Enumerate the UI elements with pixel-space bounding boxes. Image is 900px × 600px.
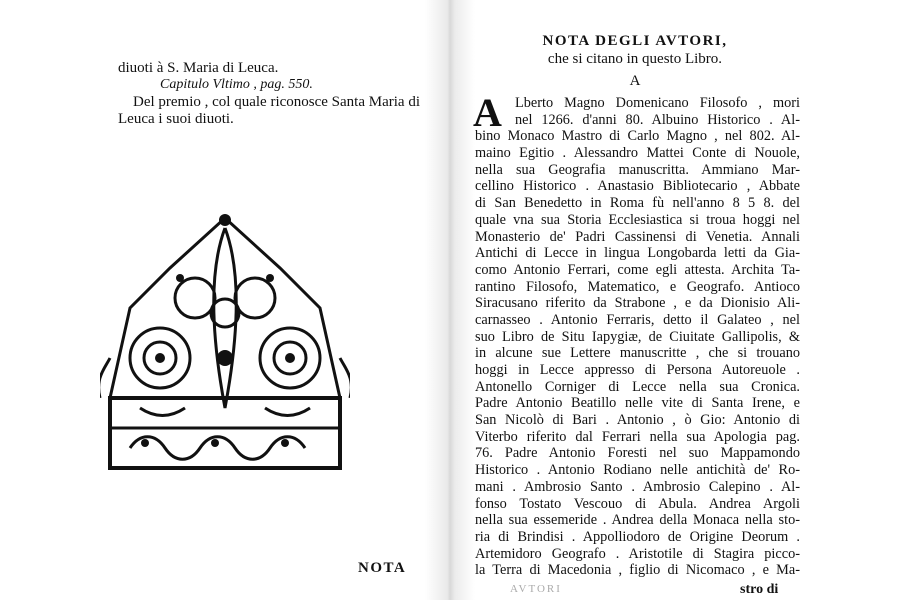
text-line: Antonello Corniger di Lecce nella sua Cronica. [475,378,800,395]
text-line: bino Monaco Mastro di Carlo Magno , nel 802. Al- [475,128,800,145]
text-line: in alcune sue Lettere manuscritte , che si trouano [475,345,800,362]
text-line: Monasterio de' Padri Cassinensi di Venetia. Annali [475,228,800,245]
text-line: Padre Antonio Beatillo nelle vite di Santa Irene, e [475,395,800,412]
left-line-4: Leuca i suoi diuoti. [118,111,234,127]
text-line: mani . Ambrosio Santo . Ambrosio Calepino . Al- [475,478,800,495]
text-line: Antichi di Lecce in lingua Longobarda letti da Gia- [475,245,800,262]
text-line: hoggi in Lecce appresso di Persona Autoreuole . [475,362,800,378]
text-line: Historico . Antonio Rodiano nelle antichità de' Ro- [475,462,800,479]
text-line: ria di Brindisi . Appolliodoro de Origine Deorum . [475,528,800,545]
text-line: como Antonio Ferrari, come egli attesta. Archita Ta- [475,261,800,278]
text-line: maino Egitio . Alessandro Mattei Conte di Nouole, [475,145,800,162]
text-line: Viterbo riferito dal Ferrari nella sua Apologia pag. [475,428,800,445]
left-line-3: Del premio , col quale riconosce Santa Maria di [133,94,420,110]
page-subtitle: che si citano in questo Libro. [547,51,723,67]
text-line: suo Libro de Situ Iapygiæ, de Ciuitate Gallipolis, & [475,328,800,345]
section-letter: A [629,73,641,89]
text-line: fonso Tostato Vescouo di Abula. Andrea Argoli [475,495,800,512]
drop-cap: A [473,90,502,135]
book-gutter [425,0,475,600]
signature-mark: AVTORI [510,583,562,595]
author-list-text [473,90,800,579]
right-catchword: stro di [740,582,779,597]
chapter-heading: Capitulo Vltimo , pag. 550. [160,77,313,92]
ornament-illustration [100,208,350,483]
text-line: Artemidoro Geografo . Aristotile di Stagira picco- [475,545,800,562]
text-line: 76. Padre Antonio Foresti nel suo Mappamondo [475,445,800,462]
text-line: rantino Filosofo, Matematico, e Geografo. Antioco [475,278,800,295]
text-line: cellino Historico . Anastasio Bibliotecario , Abbate [475,178,800,195]
text-line: Lberto Magno Domenicano Filosofo , mori [515,95,800,111]
text-line: la Terra di Macedonia , figlio di Nicomaco , e Ma- [475,562,800,579]
text-line: carnasseo . Antonio Ferraris, detto il Galateo , nel [475,311,800,328]
left-line-1: diuoti à S. Maria di Leuca. [118,60,279,76]
text-line: quale vna sua Storia Ecclesiastica si troua hoggi nel [475,211,800,228]
text-line: di San Benedetto in Roma fù nell'anno 8 5 8. del [475,195,800,212]
text-line: Siracusano riferito da Strabone , e da Dionisio Ali- [475,295,800,312]
text-line: San Nicolò di Bari . Antonio , ò Gio: Antonio di [475,412,800,429]
text-line: nel 1266. d'anni 80. Albuino Historico . Al- [515,111,800,128]
text-line: nella sua Geografia manuscritta. Ammiano Mar- [475,161,800,178]
left-catchword: NOTA [358,560,407,576]
text-line: nella sua essemeride . Andrea della Monaca nella sto- [475,512,800,529]
page-title: NOTA DEGLI AVTORI, [542,33,728,49]
